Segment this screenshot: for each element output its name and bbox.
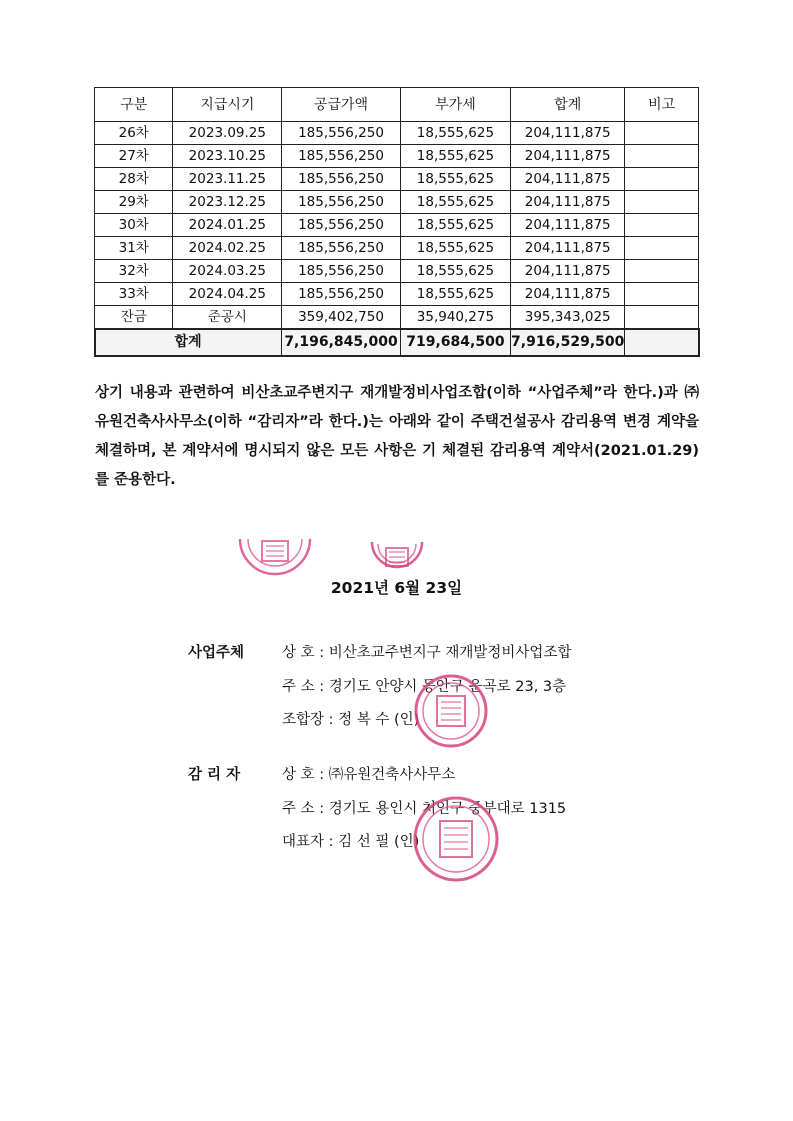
supervisor-representative-line: 대표자 : 김 선 필 (인): [282, 834, 420, 850]
total-label: 합계: [95, 329, 282, 356]
cell-payment-date: 2024.01.25: [173, 214, 282, 237]
owner-name-line: 상 호 : 비산초교주변지구 재개발정비사업조합: [282, 645, 572, 661]
supervisor-role-label: 감 리 자: [188, 767, 241, 783]
table-body: [95, 122, 699, 329]
cell-remarks: [625, 122, 699, 145]
contract-intro-paragraph: 상기 내용과 관련하여 비산초교주변지구 재개발정비사업조합(이하 “사업주체”라 한다.)과 ㈜유원건축사사무소(이하 “감리자”라 한다.)는 아래와 같이 주택건설공사 감리용역 변경 계약을 체결하며, 본 계약서에 명시되지 않은 모든 사항은 기 체결된 감리용역 계약서(2021.01.29)를 준용한다.: [95, 385, 699, 488]
cell-payment-date: 2023.09.25: [173, 122, 282, 145]
table-row: [95, 260, 699, 283]
cell-remarks: [625, 306, 699, 329]
owner-role-label: 사업주체: [188, 645, 245, 661]
cell-vat: 18,555,625: [400, 191, 510, 214]
owner-address-line: 주 소 : 경기도 안양시 동안구 운곡로 23, 3층: [282, 679, 567, 695]
table-row: [95, 145, 699, 168]
cell-payment-date: 2024.02.25: [173, 237, 282, 260]
cell-total: 204,111,875: [511, 260, 625, 283]
cell-remarks: [625, 145, 699, 168]
seal-stamp-left: [238, 537, 312, 577]
cell-total: 204,111,875: [511, 145, 625, 168]
owner-seal-stamp: [413, 672, 489, 750]
table-row: [95, 122, 699, 145]
cell-remarks: [625, 214, 699, 237]
cell-total: 204,111,875: [511, 191, 625, 214]
table-header-row: [95, 88, 699, 122]
supervisor-seal-stamp: [412, 793, 500, 885]
cell-supply-amount: 185,556,250: [282, 283, 401, 306]
cell-payment-date: 2023.10.25: [173, 145, 282, 168]
cell-remarks: [625, 168, 699, 191]
cell-division: 26차: [95, 122, 173, 145]
cell-total: 204,111,875: [511, 122, 625, 145]
cell-division: 33차: [95, 283, 173, 306]
table-row: [95, 237, 699, 260]
cell-vat: 18,555,625: [400, 122, 510, 145]
header-supply-amount: 공급가액: [282, 88, 401, 122]
cell-total: 204,111,875: [511, 168, 625, 191]
cell-supply-amount: 359,402,750: [282, 306, 401, 329]
cell-total: 204,111,875: [511, 237, 625, 260]
total-supply-amount: 7,196,845,000: [282, 329, 401, 356]
cell-vat: 18,555,625: [400, 145, 510, 168]
cell-division: 잔금: [95, 306, 173, 329]
supervisor-address-line: 주 소 : 경기도 용인시 처인구 중부대로 1315: [282, 801, 567, 817]
cell-division: 29차: [95, 191, 173, 214]
cell-payment-date: 2024.04.25: [173, 283, 282, 306]
total-sum: 7,916,529,500: [511, 329, 625, 356]
cell-vat: 18,555,625: [400, 283, 510, 306]
payment-schedule-table: [94, 87, 699, 356]
cell-total: 204,111,875: [511, 214, 625, 237]
table-row: [95, 191, 699, 214]
cell-supply-amount: 185,556,250: [282, 145, 401, 168]
cell-supply-amount: 185,556,250: [282, 237, 401, 260]
cell-vat: 18,555,625: [400, 237, 510, 260]
cell-division: 32차: [95, 260, 173, 283]
cell-payment-date: 2023.12.25: [173, 191, 282, 214]
table-total-row: [95, 329, 699, 356]
cell-payment-date: 2023.11.25: [173, 168, 282, 191]
total-vat: 719,684,500: [400, 329, 510, 356]
cell-supply-amount: 185,556,250: [282, 214, 401, 237]
cell-supply-amount: 185,556,250: [282, 191, 401, 214]
total-remarks: [625, 329, 699, 356]
cell-remarks: [625, 260, 699, 283]
cell-remarks: [625, 237, 699, 260]
cell-vat: 18,555,625: [400, 260, 510, 283]
cell-division: 31차: [95, 237, 173, 260]
cell-division: 27차: [95, 145, 173, 168]
header-payment-date: 지급시기: [173, 88, 282, 122]
cell-payment-date: 준공시: [173, 306, 282, 329]
cell-total: 395,343,025: [511, 306, 625, 329]
cell-payment-date: 2024.03.25: [173, 260, 282, 283]
table-row: [95, 306, 699, 329]
table-row: [95, 168, 699, 191]
header-remarks: 비고: [625, 88, 699, 122]
cell-supply-amount: 185,556,250: [282, 122, 401, 145]
cell-remarks: [625, 191, 699, 214]
contract-date: 2021년 6월 23일: [330, 579, 463, 597]
owner-representative-line: 조합장 : 정 복 수 (인): [282, 712, 420, 728]
cell-division: 28차: [95, 168, 173, 191]
cell-vat: 18,555,625: [400, 168, 510, 191]
table-row: [95, 283, 699, 306]
header-vat: 부가세: [400, 88, 510, 122]
cell-vat: 35,940,275: [400, 306, 510, 329]
cell-supply-amount: 185,556,250: [282, 260, 401, 283]
cell-remarks: [625, 283, 699, 306]
header-division: 구분: [95, 88, 173, 122]
table-row: [95, 214, 699, 237]
cell-vat: 18,555,625: [400, 214, 510, 237]
supervisor-name-line: 상 호 : ㈜유원건축사사무소: [282, 767, 456, 783]
cell-supply-amount: 185,556,250: [282, 168, 401, 191]
header-total: 합계: [511, 88, 625, 122]
cell-division: 30차: [95, 214, 173, 237]
cell-total: 204,111,875: [511, 283, 625, 306]
